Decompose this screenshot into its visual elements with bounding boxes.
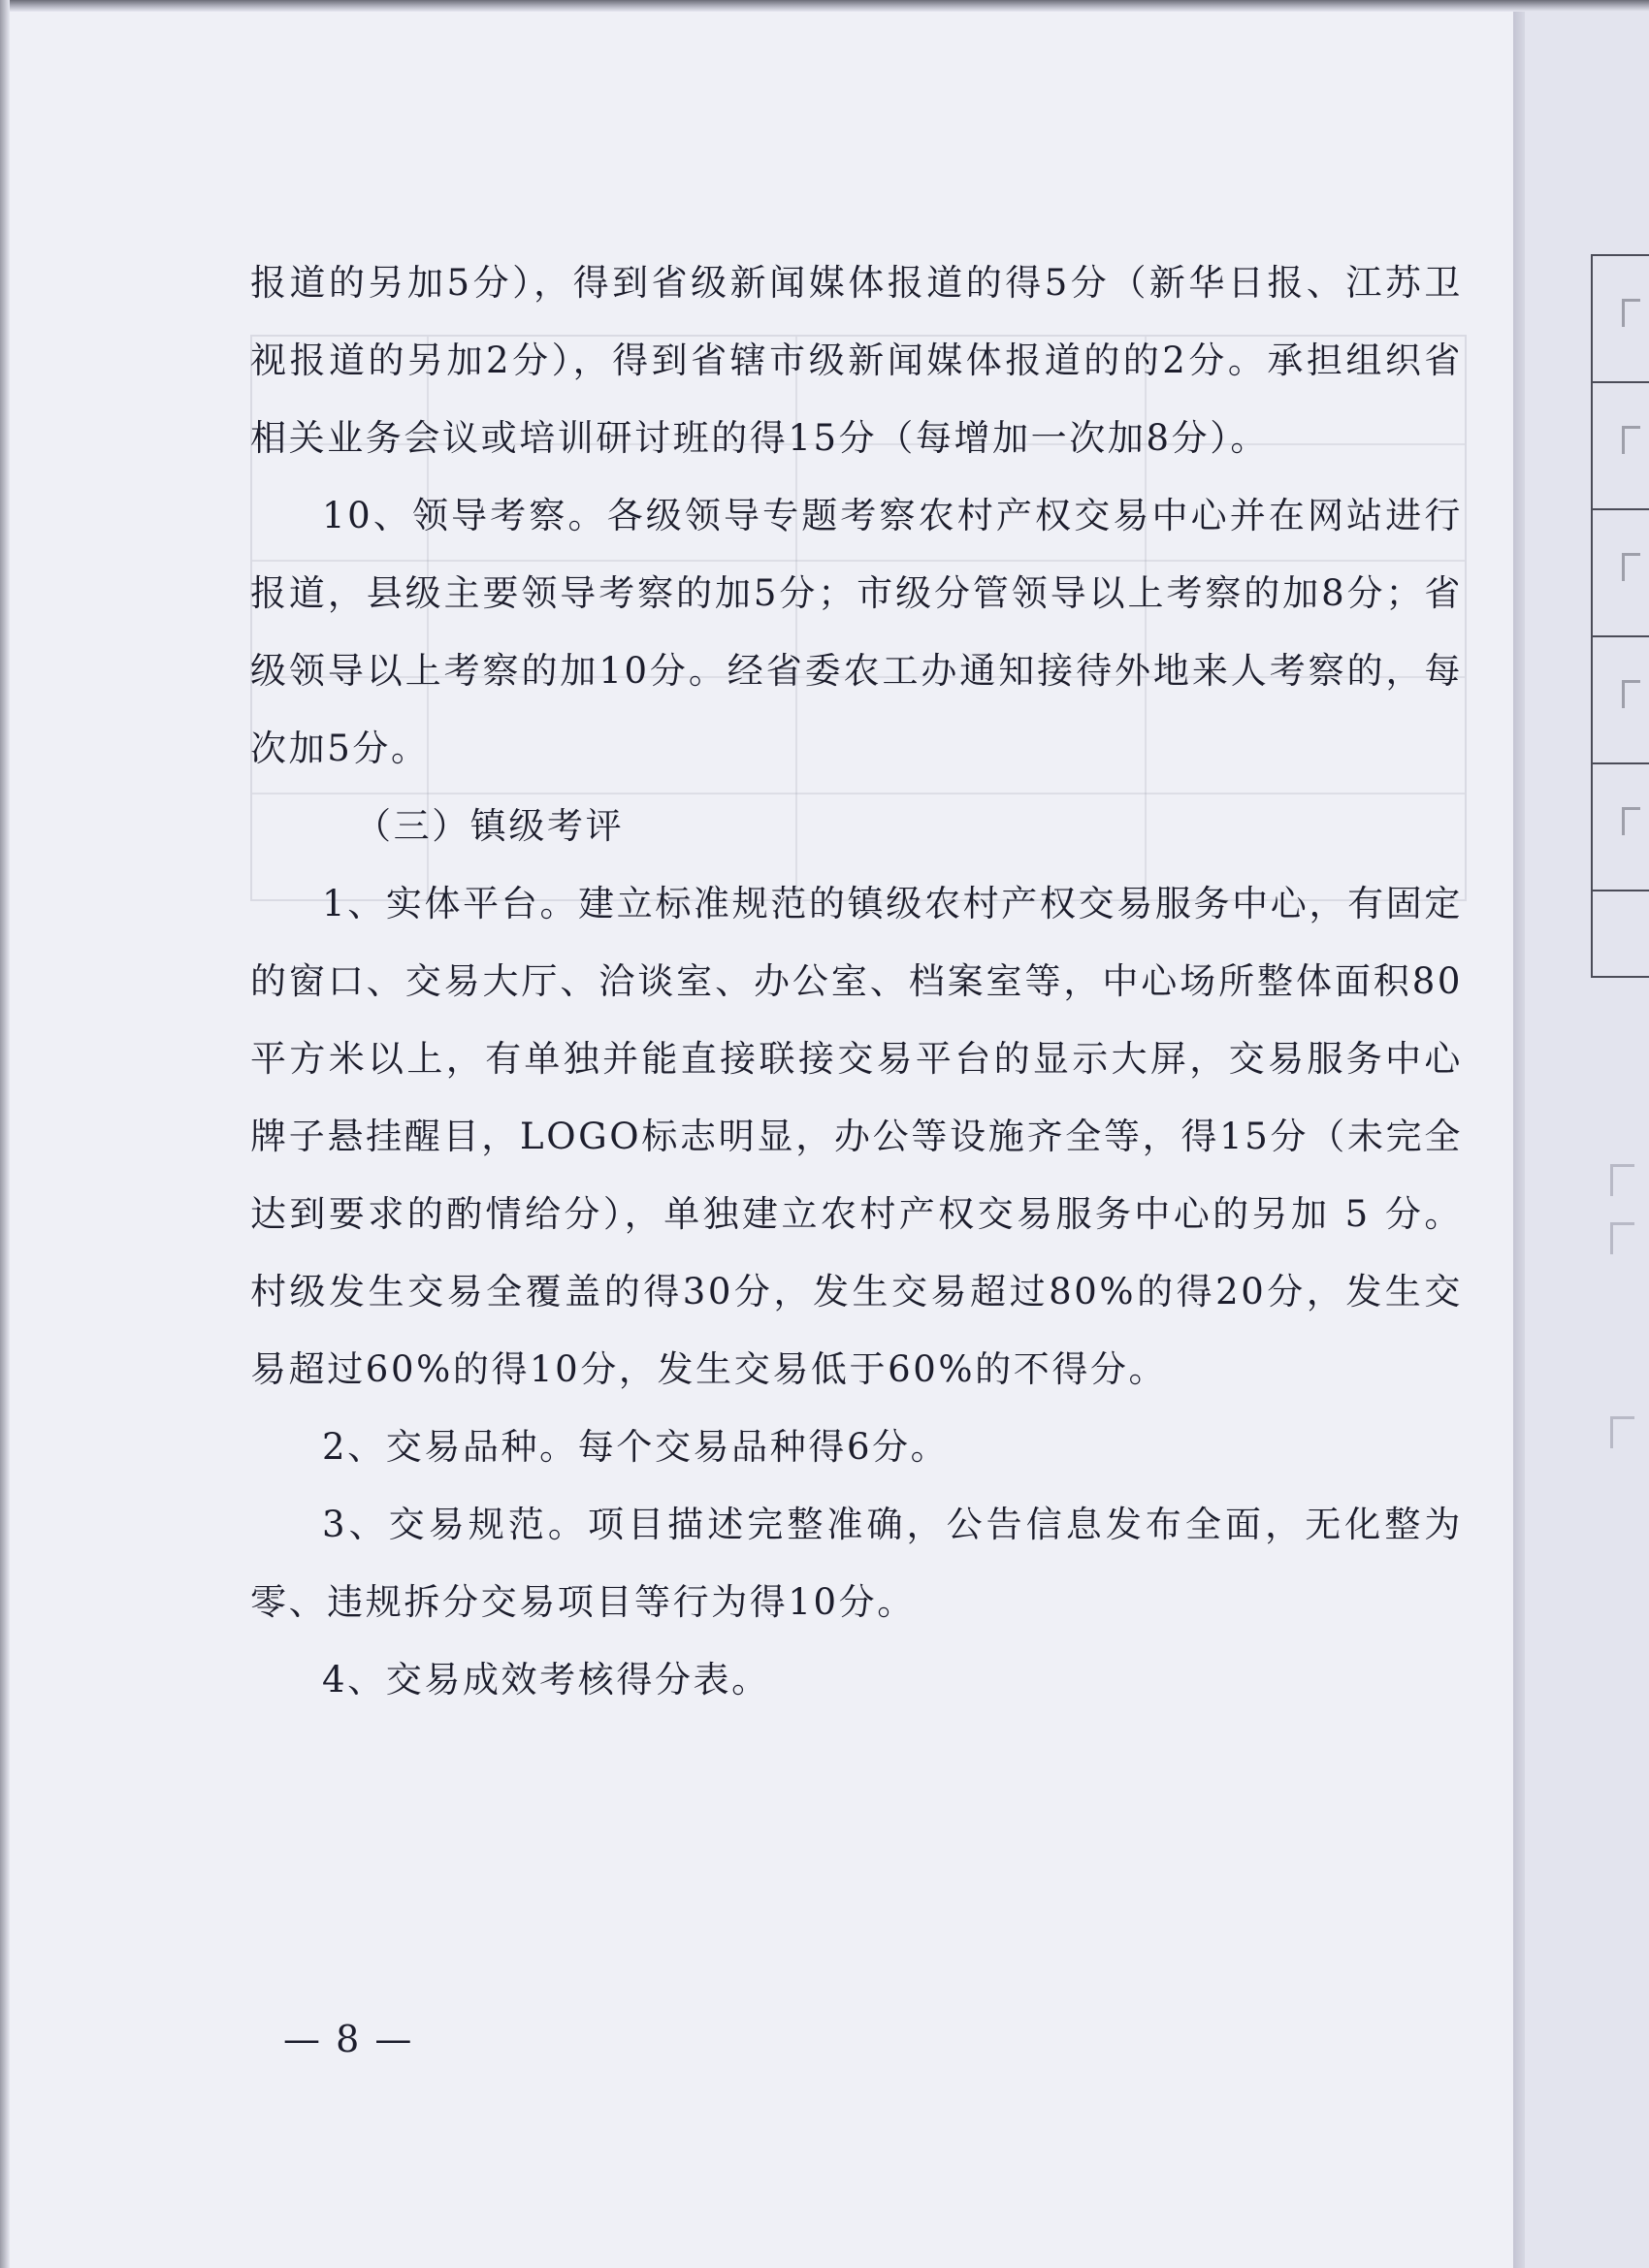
adjacent-page-glyph [1610,1416,1634,1448]
adjacent-table-row [1593,383,1649,510]
paragraph-leader-visit: 10、领导考察。各级领导专题考察农村产权交易中心并在网站进行报道，县级主要领导考察的加5分；市级分管领导以上考察的加8分；省级领导以上考察的加10分。经省委农工办通知接待外地来人考察的，每次加5分。 [250,495,1463,769]
adjacent-page-glyph [1610,1222,1634,1254]
partial-glyph [1622,426,1640,454]
item-standards: 3、交易规范。项目描述完整准确，公告信息发布全面，无化整为零、违规拆分交易项目等行为得10分。 [250,1504,1463,1623]
partial-glyph [1622,299,1640,327]
adjacent-table-row [1593,637,1649,764]
partial-glyph [1622,553,1640,581]
partial-glyph [1622,807,1640,835]
adjacent-page-glyph [1610,1164,1634,1196]
partial-glyph [1622,680,1640,708]
item-platform: 1、实体平台。建立标准规范的镇级农村产权交易服务中心，有固定的窗口、交易大厅、洽谈室、办公室、档案室等，中心场所整体面积80平方米以上，有单独并能直接联接交易平台的显示大屏，交易服务中心牌子悬挂醒目，LOGO标志明显，办公等设施齐全等，得15分（未完全达到要求的酌情给分），单独建立农村产权交易服务中心的另加 5 分。村级发生交易全覆盖的得30分，发生交易超过80%的得20分，发生交易超过60%的得10分，发生交易低于60%的不得分。 [250,883,1463,1390]
item-varieties: 2、交易品种。每个交易品种得6分。 [322,1426,950,1468]
scan-left-edge [0,0,10,2268]
section-heading: （三）镇级考评 [355,805,625,847]
paragraph-continued: 报道的另加5分），得到省级新闻媒体报道的得5分（新华日报、江苏卫视报道的另加2分），得到省辖市级新闻媒体报道的的2分。承担组织省相关业务会议或培训研讨班的得15分（每增加一次加8分）。 [250,262,1463,459]
body-text [250,244,1463,1719]
page-fold-shadow [1513,12,1525,2268]
adjacent-table-row [1593,510,1649,637]
adjacent-table-row [1593,764,1649,891]
page-number: — 8 — [283,2018,414,2060]
scan-top-edge [0,0,1649,12]
adjacent-page-table-fragment [1591,254,1649,978]
adjacent-table-row [1593,256,1649,383]
item-effectiveness: 4、交易成效考核得分表。 [322,1659,770,1701]
